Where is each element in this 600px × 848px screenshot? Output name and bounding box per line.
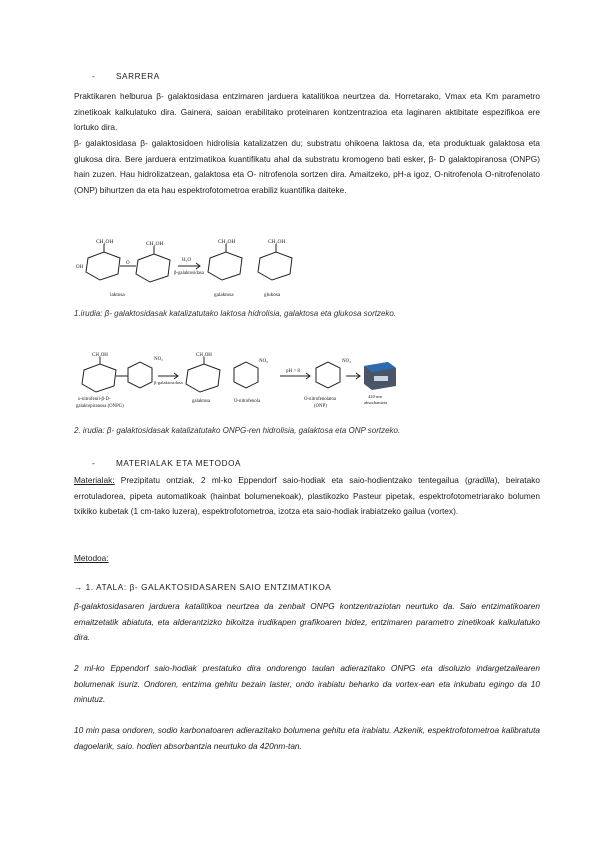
onp-label-line1: O-nitrofenolatoa [304,397,336,402]
spectrophotometer-icon [364,362,396,390]
galactose-ring [186,364,220,392]
method-paragraph-1: β-galaktosidasaren jarduera katalitikoa neurtzea da zenbait ONPG kontzentraziotan neurtuko da. Saio entzimatikoaren emaitzetatik abiatuta, eta alderantzizko bikoitza irudikapen grafikoaren bidez, entzimaren parametro zinetikoak kalkulatuko dira. [74,601,540,643]
materials-italic-term: gradilla [467,475,495,485]
o-nitrophenol-label: O-nitrofenola [234,399,261,404]
onpg-sugar-ring [82,364,116,392]
figure2-caption: 2. irudia: β- galaktosidasak katalizatutako ONPG-ren hidrolisia, galaktosa eta ONP sortzeko. [74,426,401,435]
no2-label: NO₂ [342,359,351,364]
ch2oh-label: CH₂OH [268,239,286,245]
ch2oh-label: CH₂OH [92,353,108,358]
section-heading-sarrera [92,72,160,81]
section-title: MATERIALAK ETA METODOA [116,459,242,468]
figure2-onpg-hydrolysis [70,352,400,414]
absorbance-label: absorbantzia [364,400,388,405]
section-title: 1. ATALA: β- GALAKTOSIDASAREN SAIO ENTZIMATIKOA [85,583,332,592]
onp-ring [316,362,340,388]
onpg-phenyl-ring [128,362,152,388]
enzyme-label: β-galaktosidasa [154,380,183,385]
no2-label: NO₂ [259,359,268,364]
materials-text: ), beiratako errotuladorea, pipeta automatikoak (hainbat bolumenekoak), plastikozko Pasteur pipetak, espektrofotometriarako bolumen txikiko kubetak (1 cm-tako luzera), espektrofotometroa, izotza eta saio-hodiak irabiatzeko gailua (vortex). [74,475,540,517]
glycosidic-o-label: O [126,261,130,266]
no2-label: NO₂ [154,357,163,362]
materials-label: Materialak: [74,475,115,485]
ph-label: pH > 8 [286,369,300,374]
method-paragraph-2: 2 ml-ko Eppendorf saio-hodiak prestatuko dira ondorengo taulan adierazitako ONPG eta disoluzio indargetzailearen bolumenak isuriz. Ondoren, entzima gehitu bezain laster, ondo irabiatu beharko da vortex-ean eta inkubatu egingo da 10 minutuz. [74,663,540,705]
enzyme-label: β-galaktosidasa [174,271,204,276]
figure1-lactose-hydrolysis [74,236,304,300]
galactose-label: galaktosa [214,292,234,298]
lactose-label: laktosa [110,292,125,298]
ch2oh-label: CH₂OH [196,353,212,358]
galactose-ring [208,252,242,280]
oh-label: OH [76,265,84,270]
arrow-icon: → [74,583,83,592]
glucose-ring [258,252,292,280]
section-heading-materialak [92,459,241,468]
intro-paragraph-2: β- galaktosidasa β- galaktosidoen hidrolisia katalizatzen du; substratu ohikoena laktosa da, eta produktuak galaktosa eta glukosa dira. Bere jarduera entzimatikoa kuantifikatu ahal da substratu kromogeno bati esker, β- D galaktopiranosa (ONPG) hain zuzen. Hau hidrolizatzean, galaktosa eta O- nitrofenola sortzen dira. Amaitzeko, pH-a igoz, O-nitrofenola O-nitrofenolato (ONP) bihurtzen da eta hau espektrofotometroa erabiliz kuantifika daiteke. [74,138,540,195]
onpg-label-line1: o-nitrofenil-β-D- [78,397,111,402]
materials-paragraph [74,473,540,520]
method-label-line [74,551,540,567]
intro-paragraph-1: Praktikaren helburua β- galaktosidasa entzimaren jarduera katalitikoa neurtzea da. Horretarako, Vmax eta Km parametro zinetikoak kalkulatuko dira. Gainera, saioan erabilitako proteinaren kontzentrazioa eta laginaren aktibitate espezifikoa ere lortuko dira. [74,91,540,133]
lactose-ring-1 [86,252,120,280]
method-paragraph-3: 10 min pasa ondoren, sodio karbonatoaren adierazitako bolumena gehitu eta irabiatu. Azkenik, espektrofotometroa kalibratuta dagoelarik, saio. hodien absorbantzia neurtuko da 420nm-tan. [74,725,540,751]
lactose-ring-2 [136,254,170,282]
bullet-dash: - [92,459,96,468]
ch2oh-label: CH₂OH [146,241,164,247]
water-label: H₂O [182,258,191,263]
glucose-label: glukosa [264,292,281,298]
o-nitrophenol-ring [234,362,258,388]
section-heading-atala1 [74,583,331,592]
bullet-dash: - [92,72,96,81]
onp-label-line2: (ONP) [314,404,327,409]
method-label: Metodoa: [74,553,109,563]
materials-text: Prezipitatu ontziak, 2 ml-ko Eppendorf saio-hodiak eta saio-hodientzako tentegailua ( [114,475,468,485]
galactose-label: galaktosa [192,399,211,404]
ch2oh-label: CH₂OH [218,239,236,245]
wavelength-label: 420 nm [368,394,382,399]
figure1-caption: 1.irudia: β- galaktosidasak katalizatutako laktosa hidrolisia, galaktosa eta glukosa sortzeko. [74,309,397,318]
section-title: SARRERA [116,72,160,81]
ch2oh-label: CH₂OH [96,239,114,245]
onpg-label-line2: galaktopiranosa (ONPG) [76,404,124,409]
